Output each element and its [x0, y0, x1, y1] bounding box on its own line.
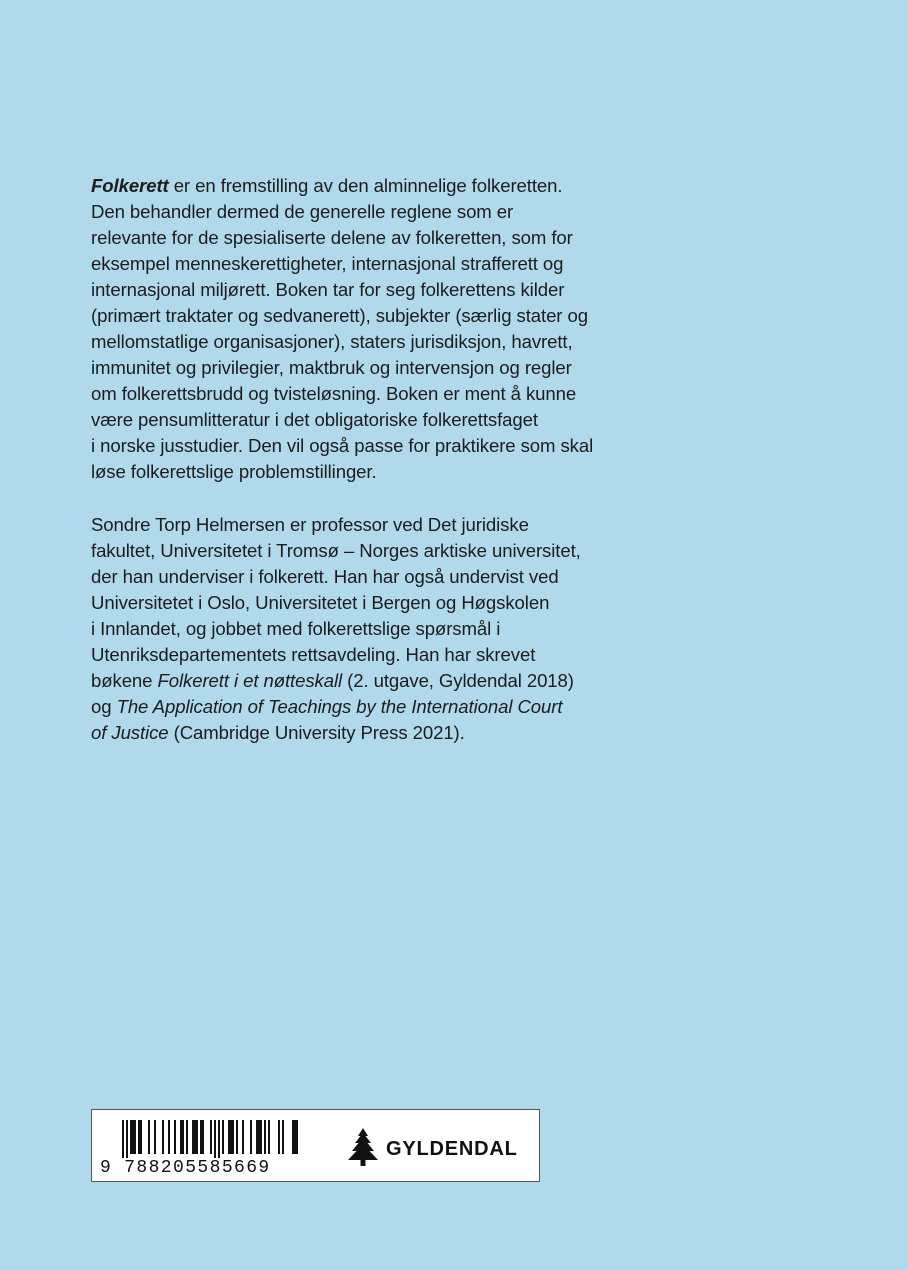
bio-line: Sondre Torp Helmersen er professor ved Det juridiske [91, 514, 529, 535]
bio-line [91, 720, 651, 746]
barcode-bar [236, 1120, 238, 1154]
bio-line: der han underviser i folkerett. Han har også undervist ved [91, 566, 559, 587]
line-text: (Cambridge University Press 2021). [168, 722, 465, 743]
blurb-line: være pensumlitteratur i det obligatoriske folkerettsfaget [91, 409, 538, 430]
barcode-bar [232, 1120, 234, 1154]
barcode-bar [242, 1120, 244, 1154]
barcode-bar [168, 1120, 170, 1154]
book-title: of Justice [91, 722, 169, 743]
barcode-bar [174, 1120, 176, 1154]
book-title: The Application of Teachings by the International Court [116, 696, 563, 717]
barcode-bar [230, 1120, 232, 1154]
barcode-bar [132, 1120, 134, 1154]
barcode-bar [138, 1120, 140, 1154]
barcode-icon [100, 1118, 300, 1158]
barcode-bar [154, 1120, 156, 1154]
barcode-bar [256, 1120, 258, 1154]
line-text: bøkene [91, 670, 158, 691]
blurb-line: om folkerettsbrudd og tvisteløsning. Boken er ment å kunne [91, 383, 577, 404]
barcode-bar [200, 1120, 202, 1154]
barcode-bar [218, 1120, 220, 1158]
barcode-bar [122, 1120, 124, 1158]
barcode-bar [162, 1120, 164, 1154]
barcode-bar [282, 1120, 284, 1154]
barcode-bar [126, 1120, 128, 1158]
isbn-number [100, 1158, 271, 1178]
barcode-bar [294, 1120, 296, 1154]
bio-line: Universitetet i Oslo, Universitetet i Bergen og Høgskolen [91, 592, 550, 613]
barcode-bar [260, 1120, 262, 1154]
blurb-line [91, 173, 651, 199]
barcode-bar [186, 1120, 188, 1154]
barcode-bar [292, 1120, 294, 1154]
blurb-line: immunitet og privilegier, maktbruk og intervensjon og regler [91, 357, 572, 378]
barcode-bar [222, 1120, 224, 1154]
barcode-bar [134, 1120, 136, 1154]
isbn-group-1: 788205 [124, 1158, 198, 1178]
barcode-panel [91, 1109, 540, 1182]
barcode-bar [210, 1120, 212, 1154]
barcode-bar [182, 1120, 184, 1154]
blurb-line: i norske jusstudier. Den vil også passe for praktikere som skal [91, 435, 594, 456]
barcode-bar [250, 1120, 252, 1154]
barcode-bar [258, 1120, 260, 1154]
tree-logo-icon [346, 1127, 380, 1167]
barcode-bar [140, 1120, 142, 1154]
bio-line: Utenriksdepartementets rettsavdeling. Han har skrevet [91, 644, 536, 665]
bio-line: fakultet, Universitetet i Tromsø – Norges arktiske universitet, [91, 540, 581, 561]
line-text: (2. utgave, Gyldendal 2018) [342, 670, 574, 691]
bio-line [91, 668, 651, 694]
blurb-line: relevante for de spesialiserte delene av folkeretten, som for [91, 227, 573, 248]
barcode-bar [202, 1120, 204, 1154]
barcode-bar [296, 1120, 298, 1154]
barcode-bar [194, 1120, 196, 1154]
isbn-group-2: 585669 [197, 1158, 271, 1178]
barcode-bar [130, 1120, 132, 1154]
line-text: er en fremstilling av den alminnelige folkeretten. [168, 175, 563, 196]
barcode-bar [228, 1120, 230, 1154]
blurb-line: løse folkerettslige problemstillinger. [91, 461, 377, 482]
isbn-first-digit: 9 [100, 1158, 113, 1178]
blurb-line: internasjonal miljørett. Boken tar for seg folkerettens kilder [91, 279, 565, 300]
bio-line [91, 694, 651, 720]
bio-line: i Innlandet, og jobbet med folkerettslige spørsmål i [91, 618, 501, 639]
blurb-line: (primært traktater og sedvanerett), subjekter (særlig stater og [91, 305, 588, 326]
barcode-bar [278, 1120, 280, 1154]
author-bio-text [91, 512, 651, 746]
blurb-line: eksempel menneskerettigheter, internasjonal strafferett og [91, 253, 564, 274]
line-text: og [91, 696, 117, 717]
book-title: Folkerett [91, 175, 169, 196]
publisher-name: GYLDENDAL [386, 1138, 518, 1160]
barcode-bar [264, 1120, 266, 1154]
barcode-bar [192, 1120, 194, 1154]
barcode-bar [148, 1120, 150, 1154]
blurb-line: Den behandler dermed de generelle reglene som er [91, 201, 514, 222]
barcode-bar [180, 1120, 182, 1154]
barcode-bar [214, 1120, 216, 1158]
barcode-bar [268, 1120, 270, 1154]
barcode-bar [196, 1120, 198, 1154]
blurb-line: mellomstatlige organisasjoner), staters jurisdiksjon, havrett, [91, 331, 573, 352]
blurb-text [91, 173, 651, 485]
book-title: Folkerett i et nøtteskall [157, 670, 343, 691]
